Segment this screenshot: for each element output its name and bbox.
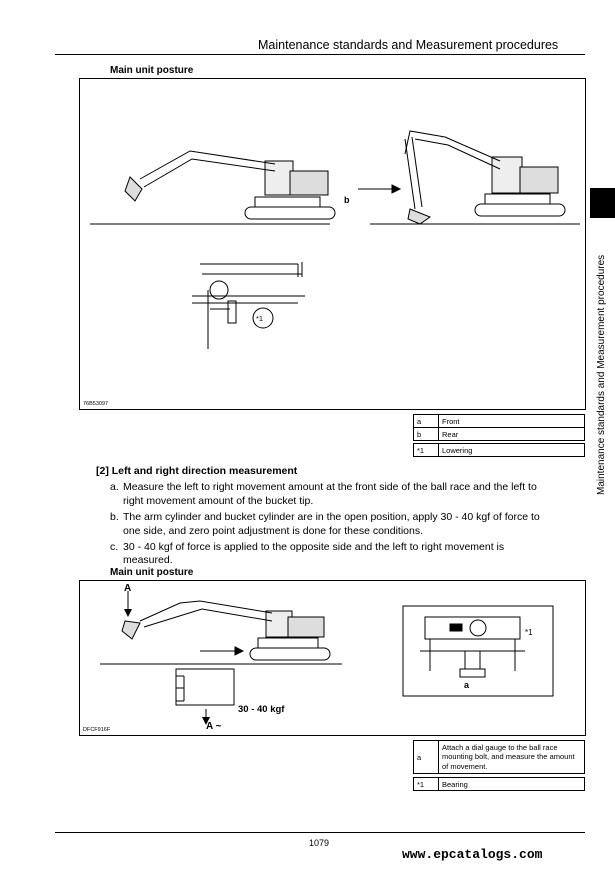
legend-text: Lowering	[439, 444, 585, 457]
figure-2-label-A: A	[124, 583, 132, 594]
item-a-line-1: Measure the left to right movement amount at the front side of the ball race and the left to	[123, 481, 537, 493]
arrow-head	[392, 185, 400, 193]
figure-main-unit-posture-2	[79, 580, 586, 736]
page-number: 1079	[309, 838, 330, 848]
excavator-left-drawing	[125, 151, 335, 219]
watermark: www.epcatalogs.com	[402, 847, 543, 862]
dial-gauge-detail-drawing	[420, 617, 525, 677]
figure-2-drawing	[80, 581, 585, 735]
bearing-detail-drawing	[192, 262, 305, 349]
legend-text: Bearing	[439, 778, 585, 791]
item-a-line-2: right movement amount of the bucket tip.	[123, 495, 314, 507]
legend-text: Attach a dial gauge to the ball race mounting bolt, and measure the amount of movement.	[439, 741, 585, 774]
page-header-title: Maintenance standards and Measurement procedures	[258, 38, 559, 52]
legend-key: *1	[414, 444, 439, 457]
legend-text: Rear	[439, 428, 585, 441]
force-box	[176, 669, 234, 705]
item-prefix: b.	[110, 511, 119, 523]
figure-2-label-A2: A ~	[206, 721, 222, 732]
legend-row	[414, 415, 585, 428]
force-label: 30 - 40 kgf	[238, 704, 285, 715]
legend-table-2	[413, 740, 585, 791]
legend-key: *1	[414, 778, 439, 791]
figure-1-label-star: *1	[256, 314, 264, 323]
item-prefix: a.	[110, 481, 119, 493]
figure-main-unit-posture-1	[79, 78, 586, 410]
item-b-line-2: one side, and zero point adjustment is done for these conditions.	[123, 525, 424, 537]
item-b-line-1: The arm cylinder and bucket cylinder are in the open position, apply 30 - 40 kgf of force to	[123, 511, 540, 523]
legend-row	[414, 741, 585, 774]
figure-2-label-star: *1	[525, 628, 533, 637]
force-arrow-head	[235, 647, 243, 655]
header-rule	[55, 54, 585, 55]
legend-table-1	[413, 414, 585, 457]
footer-rule	[55, 832, 585, 833]
section1-title: Main unit posture	[110, 65, 194, 76]
legend-row	[414, 444, 585, 457]
legend-row	[414, 428, 585, 441]
legend-text: Front	[439, 415, 585, 428]
side-tab-text: Maintenance standards and Measurement procedures	[596, 254, 607, 495]
excavator-right-drawing	[405, 131, 565, 224]
figure-1-label-b: b	[344, 195, 350, 205]
figure-2-code: DFCF916F	[83, 727, 111, 733]
item-c-line-1: 30 - 40 kgf of force is applied to the opposite side and the left to right movement is	[123, 541, 505, 553]
legend-key: a	[414, 741, 439, 774]
legend-key: b	[414, 428, 439, 441]
item-c-line-2: measured.	[123, 554, 173, 566]
legend-key: a	[414, 415, 439, 428]
item-prefix: c.	[110, 541, 119, 553]
chapter-tab	[590, 188, 615, 218]
legend-row	[414, 778, 585, 791]
figure-1-drawing	[80, 79, 585, 409]
section2-title: Main unit posture	[110, 567, 194, 578]
figure-2-label-a: a	[464, 680, 470, 690]
section2-heading: [2] Left and right direction measurement	[96, 465, 298, 477]
figure-1-code: 76B53097	[83, 401, 109, 407]
arrow-A-head	[124, 609, 132, 617]
